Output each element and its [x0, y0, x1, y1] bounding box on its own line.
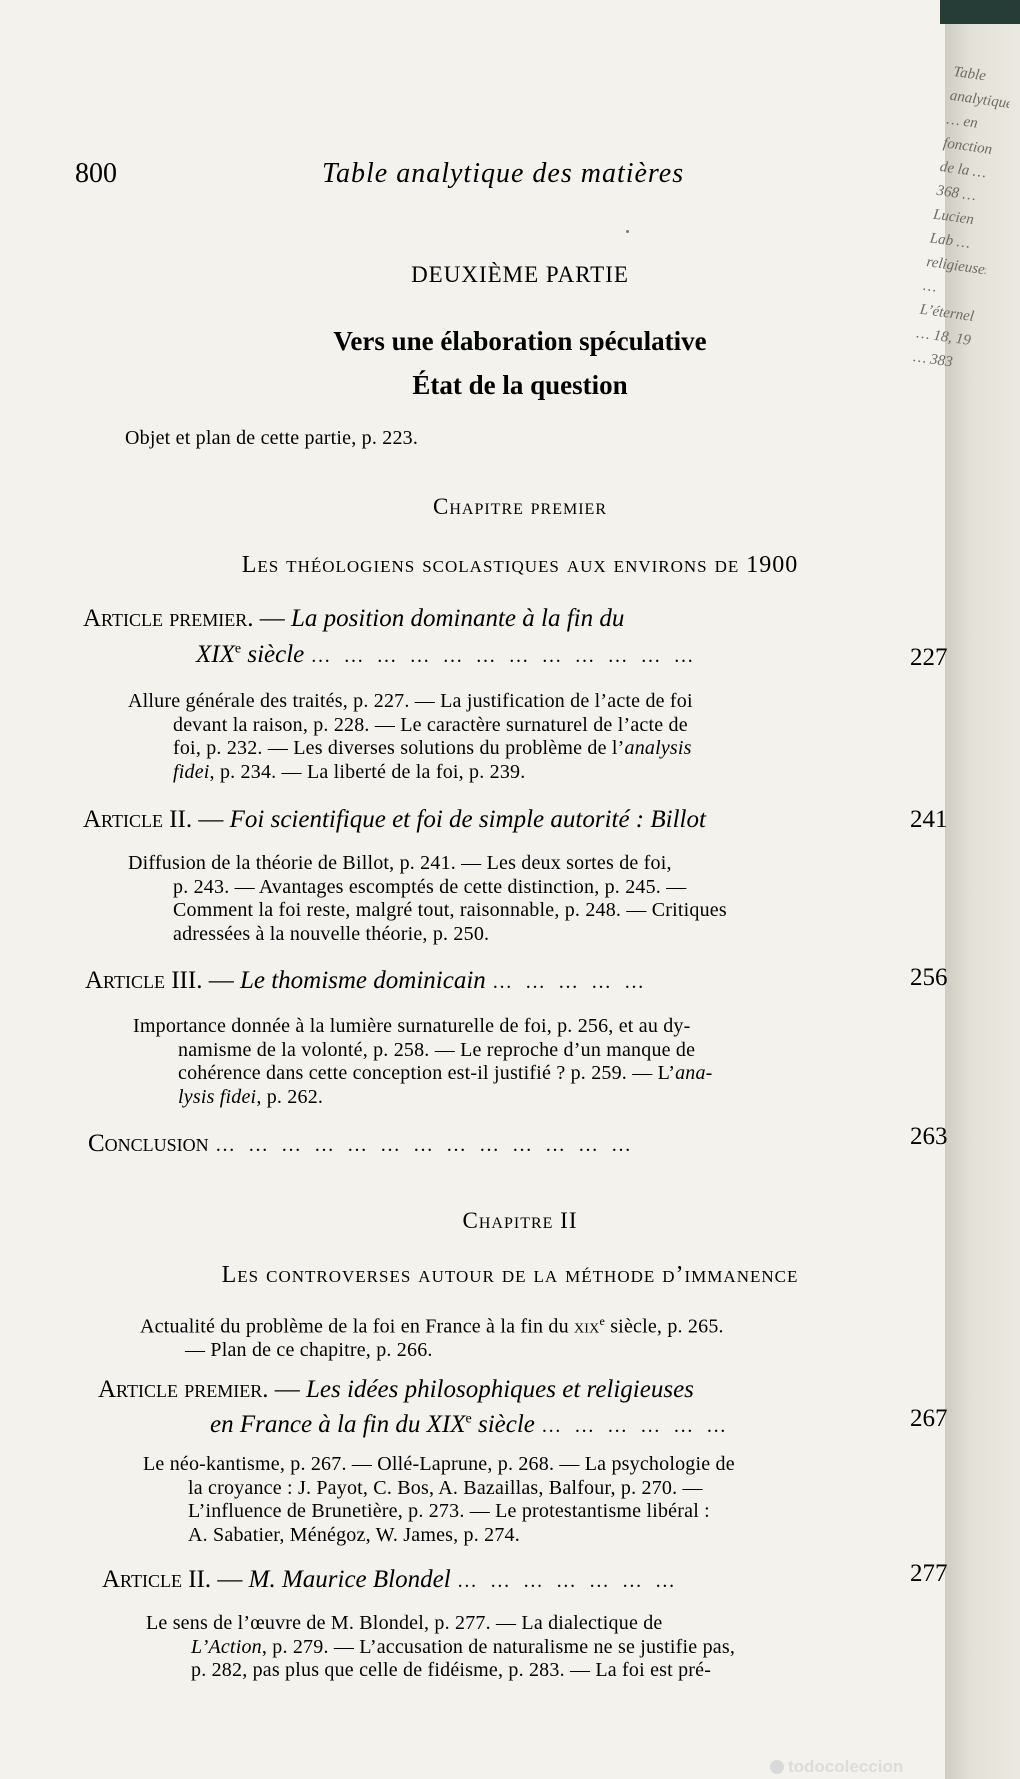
ch1-art1-heading-line2 — [196, 641, 698, 669]
desc-line: cohérence dans cette conception est-il justifié ? p. 259. — L’ — [178, 1062, 676, 1084]
desc-line: Comment la foi reste, malgré tout, raisonnable, p. 248. — Critiques — [173, 899, 727, 921]
intro-century: xix — [573, 1315, 600, 1338]
ch1-art3-heading — [85, 967, 648, 995]
speck-mark — [626, 230, 629, 233]
ch1-art1-title-sup: e — [234, 641, 242, 657]
ch2-art1-title: Les idées philosophiques et religieuses — [305, 1376, 694, 1403]
ch1-art3-desc — [133, 1015, 713, 1109]
intro-text: — Plan de ce chapitre, p. 266. — [185, 1339, 433, 1362]
chapter1-label: Chapitre premier — [433, 494, 607, 519]
desc-line: , p. 234. — La liberté de la foi, p. 239. — [209, 760, 526, 783]
ch1-art1-heading — [83, 605, 624, 633]
ch2-art2-label: Article II. — — [102, 1566, 249, 1593]
ch1-art3-label: Article III. — — [85, 967, 240, 994]
ch1-art2-heading — [83, 806, 706, 834]
desc-italic: fidei — [173, 760, 210, 783]
desc-line: Diffusion de la théorie de Billot, p. 241. — Les deux sortes de foi, — [128, 852, 672, 874]
running-title: Table analytique des matières — [322, 158, 685, 189]
part-title-line2: État de la question — [412, 370, 628, 400]
ch1-art1-title-siecle: siècle — [241, 641, 305, 668]
desc-italic: L’Action — [191, 1635, 262, 1658]
chapter2-subject: Les controverses autour de la méthode d’immanence — [221, 1262, 799, 1288]
desc-line: A. Sabatier, Ménégoz, W. James, p. 274. — [188, 1523, 520, 1546]
watermark-icon — [770, 1760, 784, 1774]
desc-line: adressées à la nouvelle théorie, p. 250. — [173, 922, 490, 945]
ch2-art1-title2: en France à la fin du XIX — [210, 1411, 466, 1438]
ch2-art2-leader: … … … … … … … — [456, 1570, 679, 1592]
ch2-art1-page: 267 — [910, 1405, 948, 1432]
intro-text: Actualité du problème de la foi en France à la fin du — [140, 1315, 574, 1338]
ch1-art1-title: La position dominante à la fin du — [290, 605, 625, 632]
part-label: DEUXIÈME PARTIE — [411, 262, 629, 287]
ch2-art2-heading — [102, 1566, 679, 1594]
desc-italic: analysis — [624, 737, 692, 759]
desc-line: Importance donnée à la lumière surnaturelle de foi, p. 256, et au dy- — [133, 1015, 691, 1037]
ch1-art2-label: Article II. — — [83, 806, 230, 833]
ch2-art2-title: M. Maurice Blondel — [248, 1566, 451, 1593]
ch1-art1-leader: … … … … … … … … … … … … — [310, 645, 698, 667]
intro-text: siècle, p. 265. — [605, 1315, 724, 1338]
dark-corner — [940, 0, 1020, 24]
conclusion-label: Conclusion — [88, 1130, 209, 1157]
ch2-art1-label: Article premier. — — [98, 1376, 306, 1403]
desc-line: devant la raison, p. 228. — Le caractère surnaturel de l’acte de — [173, 713, 688, 736]
conclusion-page: 263 — [910, 1123, 948, 1150]
part-title-line1: Vers une élaboration spéculative — [333, 326, 707, 356]
ch1-art1-title-xix: XIX — [196, 641, 235, 668]
desc-line: p. 243. — Avantages escomptés de cette distinction, p. 245. — — [173, 875, 687, 898]
desc-line: Le sens de l’œuvre de M. Blondel, p. 277. — La dialectique de — [146, 1612, 663, 1634]
ch1-art2-desc — [128, 852, 727, 946]
ch1-art3-title: Le thomisme dominicain — [239, 967, 486, 994]
ch2-art1-leader: … … … … … … — [541, 1415, 731, 1437]
desc-italic: ana- — [675, 1062, 713, 1084]
facing-page-text: Table analytique … en fonction de la … 368 … Lucien Lab … religieuses … L’éternel … 18, 19 … 383 — [912, 63, 1014, 371]
desc-line: Le néo-kantisme, p. 267. — Ollé-Laprune, p. 268. — La psychologie de — [143, 1453, 735, 1475]
watermark — [770, 1757, 903, 1777]
ch1-art3-page: 256 — [910, 964, 948, 991]
ch2-art1-sup: e — [465, 1411, 472, 1427]
intro-sup: e — [599, 1314, 605, 1328]
desc-line: la croyance : J. Payot, C. Bos, A. Bazaillas, Balfour, p. 270. — — [188, 1476, 703, 1499]
ch2-art1-heading — [98, 1376, 694, 1404]
chapter2-label: Chapitre II — [462, 1208, 578, 1233]
ch2-art1-title2b: siècle — [471, 1411, 535, 1438]
chapter2-intro — [140, 1310, 724, 1363]
ch2-art1-desc — [143, 1453, 735, 1547]
ch1-art1-desc — [128, 690, 693, 784]
chapter1-subject: Les théologiens scolastiques aux environs de 1900 — [241, 552, 799, 578]
ch1-art2-page: 241 — [910, 806, 948, 833]
desc-line: , p. 279. — L’accusation de naturalisme ne se justifie pas, — [261, 1635, 736, 1658]
desc-line: foi, p. 232. — Les diverses solutions du problème de l’ — [173, 737, 625, 759]
ch1-conclusion — [88, 1130, 635, 1158]
conclusion-leader: … … … … … … … … … … … … … — [214, 1134, 635, 1156]
page-number: 800 — [75, 158, 117, 189]
ch2-art2-desc — [146, 1612, 735, 1683]
part-intro: Objet et plan de cette partie, p. 223. — [125, 427, 419, 449]
desc-line: Allure générale des traités, p. 227. — La justification de l’acte de foi — [128, 690, 693, 712]
desc-line: p. 282, pas plus que celle de fidéisme, p. 283. — La foi est pré- — [191, 1659, 712, 1681]
watermark-text: todocoleccion — [788, 1757, 904, 1776]
ch2-art2-page: 277 — [910, 1560, 948, 1587]
desc-line: , p. 262. — [256, 1085, 324, 1108]
desc-italic: lysis fidei — [178, 1085, 257, 1108]
ch1-art1-page: 227 — [910, 644, 948, 671]
desc-line: namisme de la volonté, p. 258. — Le reproche d’un manque de — [178, 1038, 696, 1061]
ch2-art1-heading-line2 — [210, 1411, 730, 1439]
ch1-art2-title: Foi scientifique et foi de simple autorité : Billot — [229, 806, 706, 833]
desc-line: L’influence de Brunetière, p. 273. — Le protestantisme libéral : — [188, 1500, 710, 1522]
ch1-art3-leader: … … … … … — [492, 971, 649, 993]
ch1-art1-label: Article premier. — — [83, 605, 291, 632]
